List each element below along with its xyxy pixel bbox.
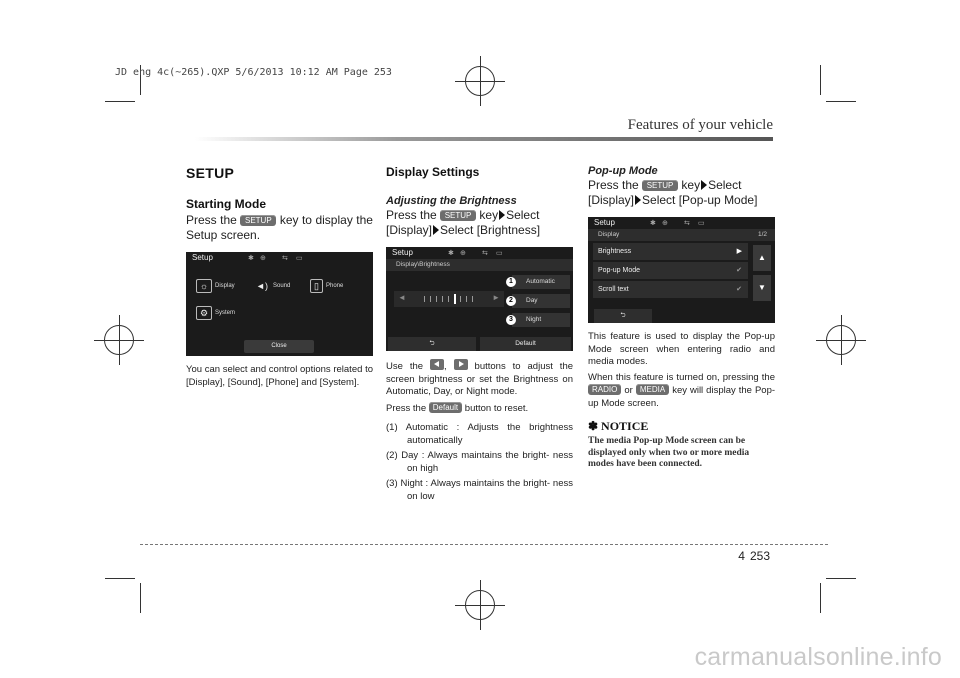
screen-header: [588, 229, 775, 241]
callout-number: 1: [506, 277, 516, 287]
popup-body-2: [588, 372, 775, 411]
crop-mark-tr-h: [826, 101, 856, 102]
setup-screen-image: [186, 252, 373, 356]
row-scroll-text: [593, 281, 748, 298]
crop-mark-tl-h: [105, 101, 135, 102]
slider-left-icon: ◄: [398, 293, 406, 302]
usb-icon: ⇆: [684, 220, 690, 227]
column-starting-mode: [186, 165, 373, 389]
popup-screen-image: [588, 217, 775, 323]
screen-title: Setup: [594, 218, 615, 227]
crop-mark-bl-h: [105, 578, 135, 579]
option-label: Night: [526, 316, 542, 323]
lead-text: Select [Brightness]: [440, 223, 541, 237]
arrow-right-icon: [433, 225, 439, 235]
lead-text: key to display the Setup screen.: [186, 213, 373, 242]
screen-header-label: Display: [598, 231, 620, 238]
default-key-icon: Default: [429, 402, 462, 413]
list-item: (2) Day : Always maintains the bright- ness on high: [386, 450, 573, 474]
right-button-icon: [454, 359, 468, 370]
lead-text: key: [681, 178, 701, 192]
back-icon: ⮌: [388, 337, 476, 351]
usage-text: Press the: [386, 402, 427, 414]
radio-key-icon: RADIO: [588, 384, 621, 395]
list-item: (3) Night : Always maintains the bright- ness on low: [386, 478, 573, 502]
slider-right-icon: ►: [492, 293, 500, 302]
option-automatic: [509, 275, 570, 289]
notice-text: The media Pop-up Mode screen can be displayed only when two or more media modes have been connected.: [588, 436, 750, 469]
list-item: (1) Automatic : Adjusts the brightness automatically: [386, 422, 573, 446]
screen-close-button: Close: [244, 340, 314, 353]
brightness-slider: [394, 291, 504, 307]
lead-text: [Display]: [588, 193, 635, 207]
scroll-down-icon: ▼: [753, 275, 771, 301]
media-key-icon: MEDIA: [636, 384, 669, 395]
screen-title: Setup: [192, 253, 213, 262]
screen-title-bar: [588, 217, 775, 229]
lead-text: key: [479, 208, 499, 222]
lead-text: Select: [506, 208, 540, 222]
heading-display-settings: Display Settings: [386, 165, 480, 179]
footer-rule: [140, 544, 828, 545]
option-label: Day: [526, 297, 538, 304]
lead-text: Select [Pop-up Mode]: [642, 193, 758, 207]
battery-icon: ▭: [296, 255, 303, 262]
usage-text: ,: [444, 361, 447, 372]
popup-text: key will display the Pop-up Mode screen.: [588, 385, 776, 409]
chapter-number: 4: [738, 549, 745, 563]
option-night: [509, 313, 570, 327]
column-display-settings: [386, 165, 573, 506]
section-title: Features of your vehicle: [627, 117, 773, 133]
setup-key-icon: SETUP: [440, 210, 476, 221]
usage-text: Use the: [386, 361, 424, 372]
crop-mark-br-v: [820, 583, 821, 613]
screen-sound-item: [254, 279, 290, 293]
arrow-right-icon: [499, 210, 505, 220]
crop-mark-br-h: [826, 578, 856, 579]
battery-icon: ▭: [698, 220, 705, 227]
option-day: [509, 294, 570, 308]
usb-icon: ⇆: [282, 255, 288, 262]
screen-page-indicator: 1/2: [757, 231, 767, 238]
screen-phone-item: [310, 279, 343, 293]
popup-instruction: [588, 178, 775, 208]
popup-text: When this feature is turned on, pressing the: [588, 371, 775, 383]
arrow-right-icon: [635, 195, 641, 205]
title-rule: [195, 137, 773, 141]
lead-text: [Display]: [386, 223, 433, 237]
column-popup-mode: [588, 165, 775, 471]
setup-key-icon: SETUP: [642, 180, 678, 191]
subheading-starting-mode: Starting Mode: [186, 197, 266, 211]
brightness-screen-image: [386, 247, 573, 351]
page-number: [738, 549, 770, 563]
screen-path: Display\Brightness: [386, 259, 573, 271]
screen-display-item: [196, 279, 235, 293]
option-label: Automatic: [526, 278, 555, 285]
display-icon: ☼: [196, 279, 212, 293]
row-label: Scroll text: [598, 286, 629, 293]
check-icon: ✔: [736, 267, 742, 274]
bluetooth-icon: ✱: [650, 220, 656, 227]
settings-small-icon: ⊕: [662, 220, 668, 227]
speaker-icon: ◄): [256, 281, 268, 291]
site-watermark: carmanualsonline.info: [694, 643, 942, 671]
settings-small-icon: ⊕: [260, 255, 266, 262]
lead-text: Press the: [186, 213, 237, 227]
print-slug: JD eng 4c(~265).QXP 5/6/2013 10:12 AM Page 253: [115, 67, 392, 78]
popup-text: or: [624, 385, 633, 396]
back-icon: ⮌: [594, 309, 652, 323]
brightness-instruction: [386, 208, 573, 238]
brightness-mode-list: [386, 422, 573, 503]
item-label: Display: [215, 283, 235, 289]
item-label: Phone: [326, 283, 344, 289]
lead-text: Press the: [386, 208, 437, 222]
notice-title: ✽ NOTICE: [588, 419, 649, 433]
left-button-icon: [430, 359, 444, 370]
screen-title: Setup: [392, 248, 413, 257]
page-number-value: 253: [749, 549, 770, 563]
screen-title-bar: [186, 252, 373, 264]
setup-key-icon: SETUP: [240, 215, 276, 226]
bluetooth-icon: ✱: [248, 255, 254, 262]
item-label: System: [215, 310, 236, 316]
row-label: Pop-up Mode: [598, 267, 641, 274]
reset-instruction: [386, 402, 573, 416]
scroll-up-icon: ▲: [753, 245, 771, 271]
row-popup-mode: [593, 262, 748, 279]
gear-icon: ⚙: [196, 306, 212, 320]
screen-default-button: Default: [480, 337, 571, 351]
subheading-popup-mode: Pop-up Mode: [588, 165, 658, 177]
item-label: Sound: [273, 283, 291, 289]
settings-small-icon: ⊕: [460, 250, 466, 257]
screen-title-bar: [386, 247, 573, 259]
brightness-usage: [386, 359, 573, 399]
usage-text: button to reset.: [464, 402, 529, 414]
crop-mark-tr-v: [820, 65, 821, 95]
heading-setup: SETUP: [186, 165, 235, 181]
crop-mark-bl-v: [140, 583, 141, 613]
starting-mode-instruction: [186, 213, 373, 243]
chevron-right-icon: ▶: [736, 248, 742, 255]
subheading-adjusting-brightness: Adjusting the Brightness: [386, 195, 517, 207]
row-label: Brightness: [598, 248, 632, 255]
callout-number: 3: [506, 315, 516, 325]
usage-text: buttons to adjust the screen brightness or set the Brightness on Automatic, Day, or Night mode.: [386, 361, 574, 397]
lead-text: Press the: [588, 178, 639, 192]
battery-icon: ▭: [496, 250, 503, 257]
popup-body-1: This feature is used to display the Pop-up Mode screen when entering radio and media modes.: [588, 331, 775, 367]
starting-mode-body: You can select and control options related to [Display], [Sound], [Phone] and [System].: [186, 364, 373, 388]
bluetooth-icon: ✱: [448, 250, 454, 257]
lead-text: Select: [708, 178, 742, 192]
usb-icon: ⇆: [482, 250, 488, 257]
arrow-right-icon: [701, 180, 707, 190]
phone-icon: ▯: [310, 279, 323, 293]
screen-system-item: [196, 306, 235, 320]
callout-number: 2: [506, 296, 516, 306]
row-brightness: [593, 243, 748, 260]
check-icon: ✔: [736, 286, 742, 293]
